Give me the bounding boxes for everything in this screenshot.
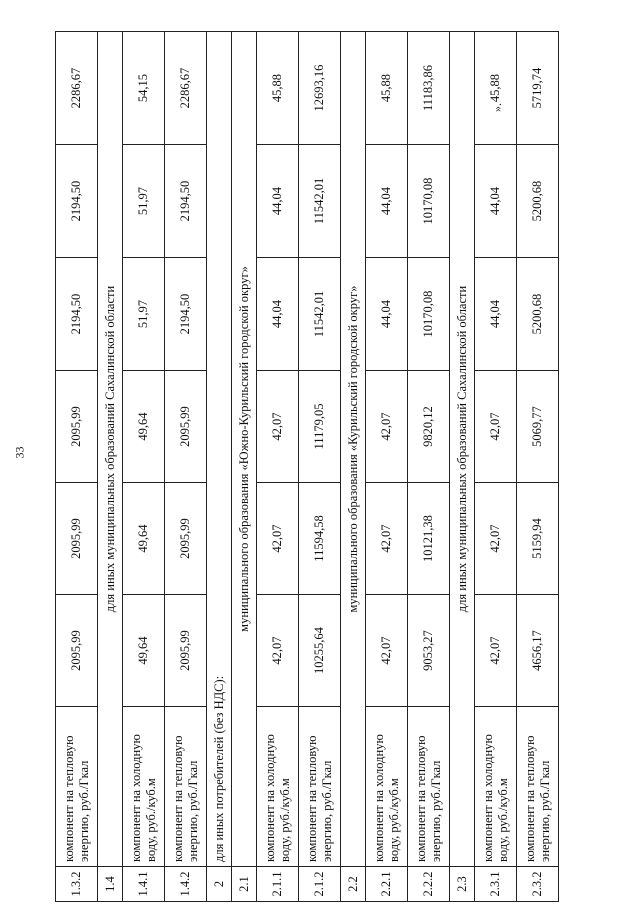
tariff-value-cell: 5069,77 [517, 371, 559, 483]
tariff-value-cell: 5200,68 [517, 258, 559, 371]
tariff-value-cell: 2194,50 [56, 258, 98, 371]
tariff-value-cell: 44,04 [366, 258, 408, 371]
row-label: компонент на тепловую энергию, руб./Гкал [165, 707, 207, 867]
tariff-value-cell: 42,07 [366, 371, 408, 483]
row-label: компонент на тепловую энергию, руб./Гкал [299, 707, 341, 867]
tariff-value-cell: 11542,01 [299, 145, 341, 258]
tariff-value-cell: 10121,38 [408, 483, 450, 595]
table-row [366, 32, 408, 902]
tariff-value-cell: 2095,99 [56, 483, 98, 595]
table-row [475, 32, 517, 902]
tariff-value-cell: 44,04 [257, 145, 299, 258]
tariff-value-cell: 42,07 [366, 483, 408, 595]
tariff-value-cell: 2286,67 [165, 32, 207, 145]
row-number: 2.1 [232, 867, 257, 902]
tariff-value-cell: 9053,27 [408, 595, 450, 707]
row-number: 1.4 [98, 867, 123, 902]
tariff-value-cell: 5719,74 [517, 32, 559, 145]
table-row [257, 32, 299, 902]
row-number: 2 [207, 867, 232, 902]
tariff-value-cell: 10170,08 [408, 258, 450, 371]
tariff-value-cell: 42,07 [475, 483, 517, 595]
table-row [207, 32, 232, 902]
table-body [56, 32, 559, 902]
tariff-value-cell: 2095,99 [56, 371, 98, 483]
row-label: компонент на холодную воду, руб./куб.м [366, 707, 408, 867]
row-label: компонент на холодную воду, руб./куб.м [257, 707, 299, 867]
table-rotation-frame [55, 32, 552, 902]
row-label: компонент на холодную воду, руб./куб.м [475, 707, 517, 867]
tariff-value-cell: 2286,67 [56, 32, 98, 145]
tariff-value-cell: 42,07 [257, 371, 299, 483]
tariff-value-cell: 42,07 [475, 595, 517, 707]
tariff-table [55, 31, 559, 902]
row-number: 2.3.2 [517, 867, 559, 902]
row-number: 1.3.2 [56, 867, 98, 902]
tariff-value-cell: 2194,50 [165, 145, 207, 258]
tariff-value-cell: 54,15 [123, 32, 165, 145]
tariff-value-cell: 51,97 [123, 145, 165, 258]
table-row [123, 32, 165, 902]
tariff-value-cell: 11183,86 [408, 32, 450, 145]
rotated-table-area [55, 32, 552, 902]
section-heading: для иных муниципальных образований Сахалинской области [98, 32, 123, 867]
tariff-value-cell: 11179,05 [299, 371, 341, 483]
table-row [450, 32, 475, 902]
row-number: 2.2 [341, 867, 366, 902]
tariff-value-cell: 2095,99 [56, 595, 98, 707]
table-row [341, 32, 366, 902]
group-heading: для иных потребителей (без НДС): [207, 32, 232, 867]
tariff-value-cell: 44,04 [475, 145, 517, 258]
row-number: 2.2.2 [408, 867, 450, 902]
row-number: 2.1.1 [257, 867, 299, 902]
tariff-value-cell: 11594,58 [299, 483, 341, 595]
tariff-value-cell: 45,88 [257, 32, 299, 145]
table-row [232, 32, 257, 902]
tariff-value-cell: 2194,50 [165, 258, 207, 371]
tariff-value-cell: 10255,64 [299, 595, 341, 707]
row-label: компонент на холодную воду, руб./куб.м [123, 707, 165, 867]
row-number: 2.3.1 [475, 867, 517, 902]
row-label: компонент на тепловую энергию, руб./Гкал [56, 707, 98, 867]
tariff-value-cell: 5159,94 [517, 483, 559, 595]
row-label: компонент на тепловую энергию, руб./Гкал [517, 707, 559, 867]
tariff-value-cell: 5200,68 [517, 145, 559, 258]
page-number: 33 [12, 446, 27, 459]
row-label: компонент на тепловую энергию, руб./Гкал [408, 707, 450, 867]
tariff-value-cell: 49,64 [123, 595, 165, 707]
tariff-value-cell: 42,07 [257, 595, 299, 707]
table-row [408, 32, 450, 902]
row-number: 2.3 [450, 867, 475, 902]
tariff-value-cell: 49,64 [123, 483, 165, 595]
row-number: 2.1.2 [299, 867, 341, 902]
tariff-value-cell: 49,64 [123, 371, 165, 483]
tariff-value-cell: 42,07 [366, 595, 408, 707]
tariff-value-cell: 10170,08 [408, 145, 450, 258]
tariff-value-cell: 42,07 [257, 483, 299, 595]
tariff-value-cell: 42,07 [475, 371, 517, 483]
tariff-value-cell: 12693,16 [299, 32, 341, 145]
table-row [98, 32, 123, 902]
row-number: 2.2.1 [366, 867, 408, 902]
section-heading: для иных муниципальных образований Сахалинской области [450, 32, 475, 867]
tariff-value-cell: 2095,99 [165, 371, 207, 483]
tariff-value-cell: 2095,99 [165, 483, 207, 595]
tariff-value-cell: 2095,99 [165, 595, 207, 707]
closing-quote-mark: ». [490, 103, 504, 112]
table-row [165, 32, 207, 902]
row-number: 1.4.2 [165, 867, 207, 902]
tariff-value-cell: 2194,50 [56, 145, 98, 258]
tariff-value-cell: 11542,01 [299, 258, 341, 371]
section-heading: муниципального образования «Курильский городской округ» [341, 32, 366, 867]
tariff-value-cell: 44,04 [366, 145, 408, 258]
table-row [299, 32, 341, 902]
table-row [517, 32, 559, 902]
tariff-value-cell: 45,88 [366, 32, 408, 145]
table-row [56, 32, 98, 902]
tariff-value-cell: 45,88 [475, 32, 517, 145]
tariff-value-cell: 4656,17 [517, 595, 559, 707]
tariff-value-cell: 44,04 [257, 258, 299, 371]
section-heading: муниципального образования «Южно-Курильский городской округ» [232, 32, 257, 867]
row-number: 1.4.1 [123, 867, 165, 902]
tariff-value-cell: 9820,12 [408, 371, 450, 483]
tariff-value-cell: 51,97 [123, 258, 165, 371]
tariff-value-cell: 44,04 [475, 258, 517, 371]
